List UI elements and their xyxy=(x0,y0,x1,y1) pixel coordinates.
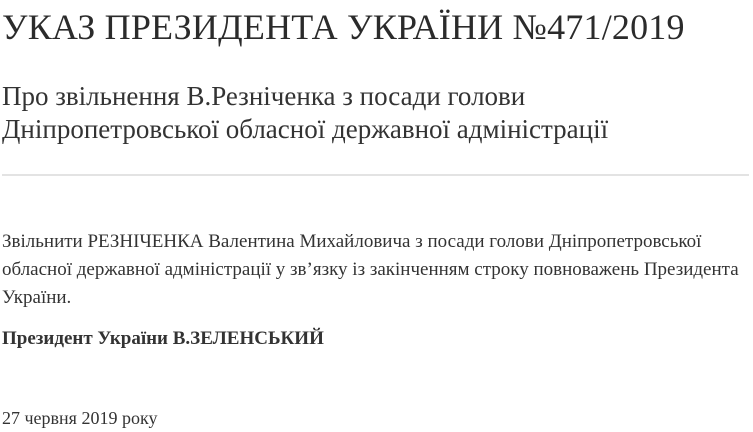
decree-subtitle: Про звільнення В.Резніченка з посади голови Дніпропетровської обласної державної адміністрації xyxy=(2,81,609,144)
decree-date: 27 червня 2019 року xyxy=(2,408,158,428)
decree-title: УКАЗ ПРЕЗИДЕНТА УКРАЇНИ №471/2019 xyxy=(2,7,685,47)
decree-signature: Президент України В.ЗЕЛЕНСЬКИЙ xyxy=(2,328,324,349)
decree-body-text: Звільнити РЕЗНІЧЕНКА Валентина Михайловича з посади голови Дніпропетровської обласної державної адміністрації у зв’язку із закінченням строку повноважень Президента України. xyxy=(2,231,739,308)
section-divider xyxy=(2,174,749,176)
